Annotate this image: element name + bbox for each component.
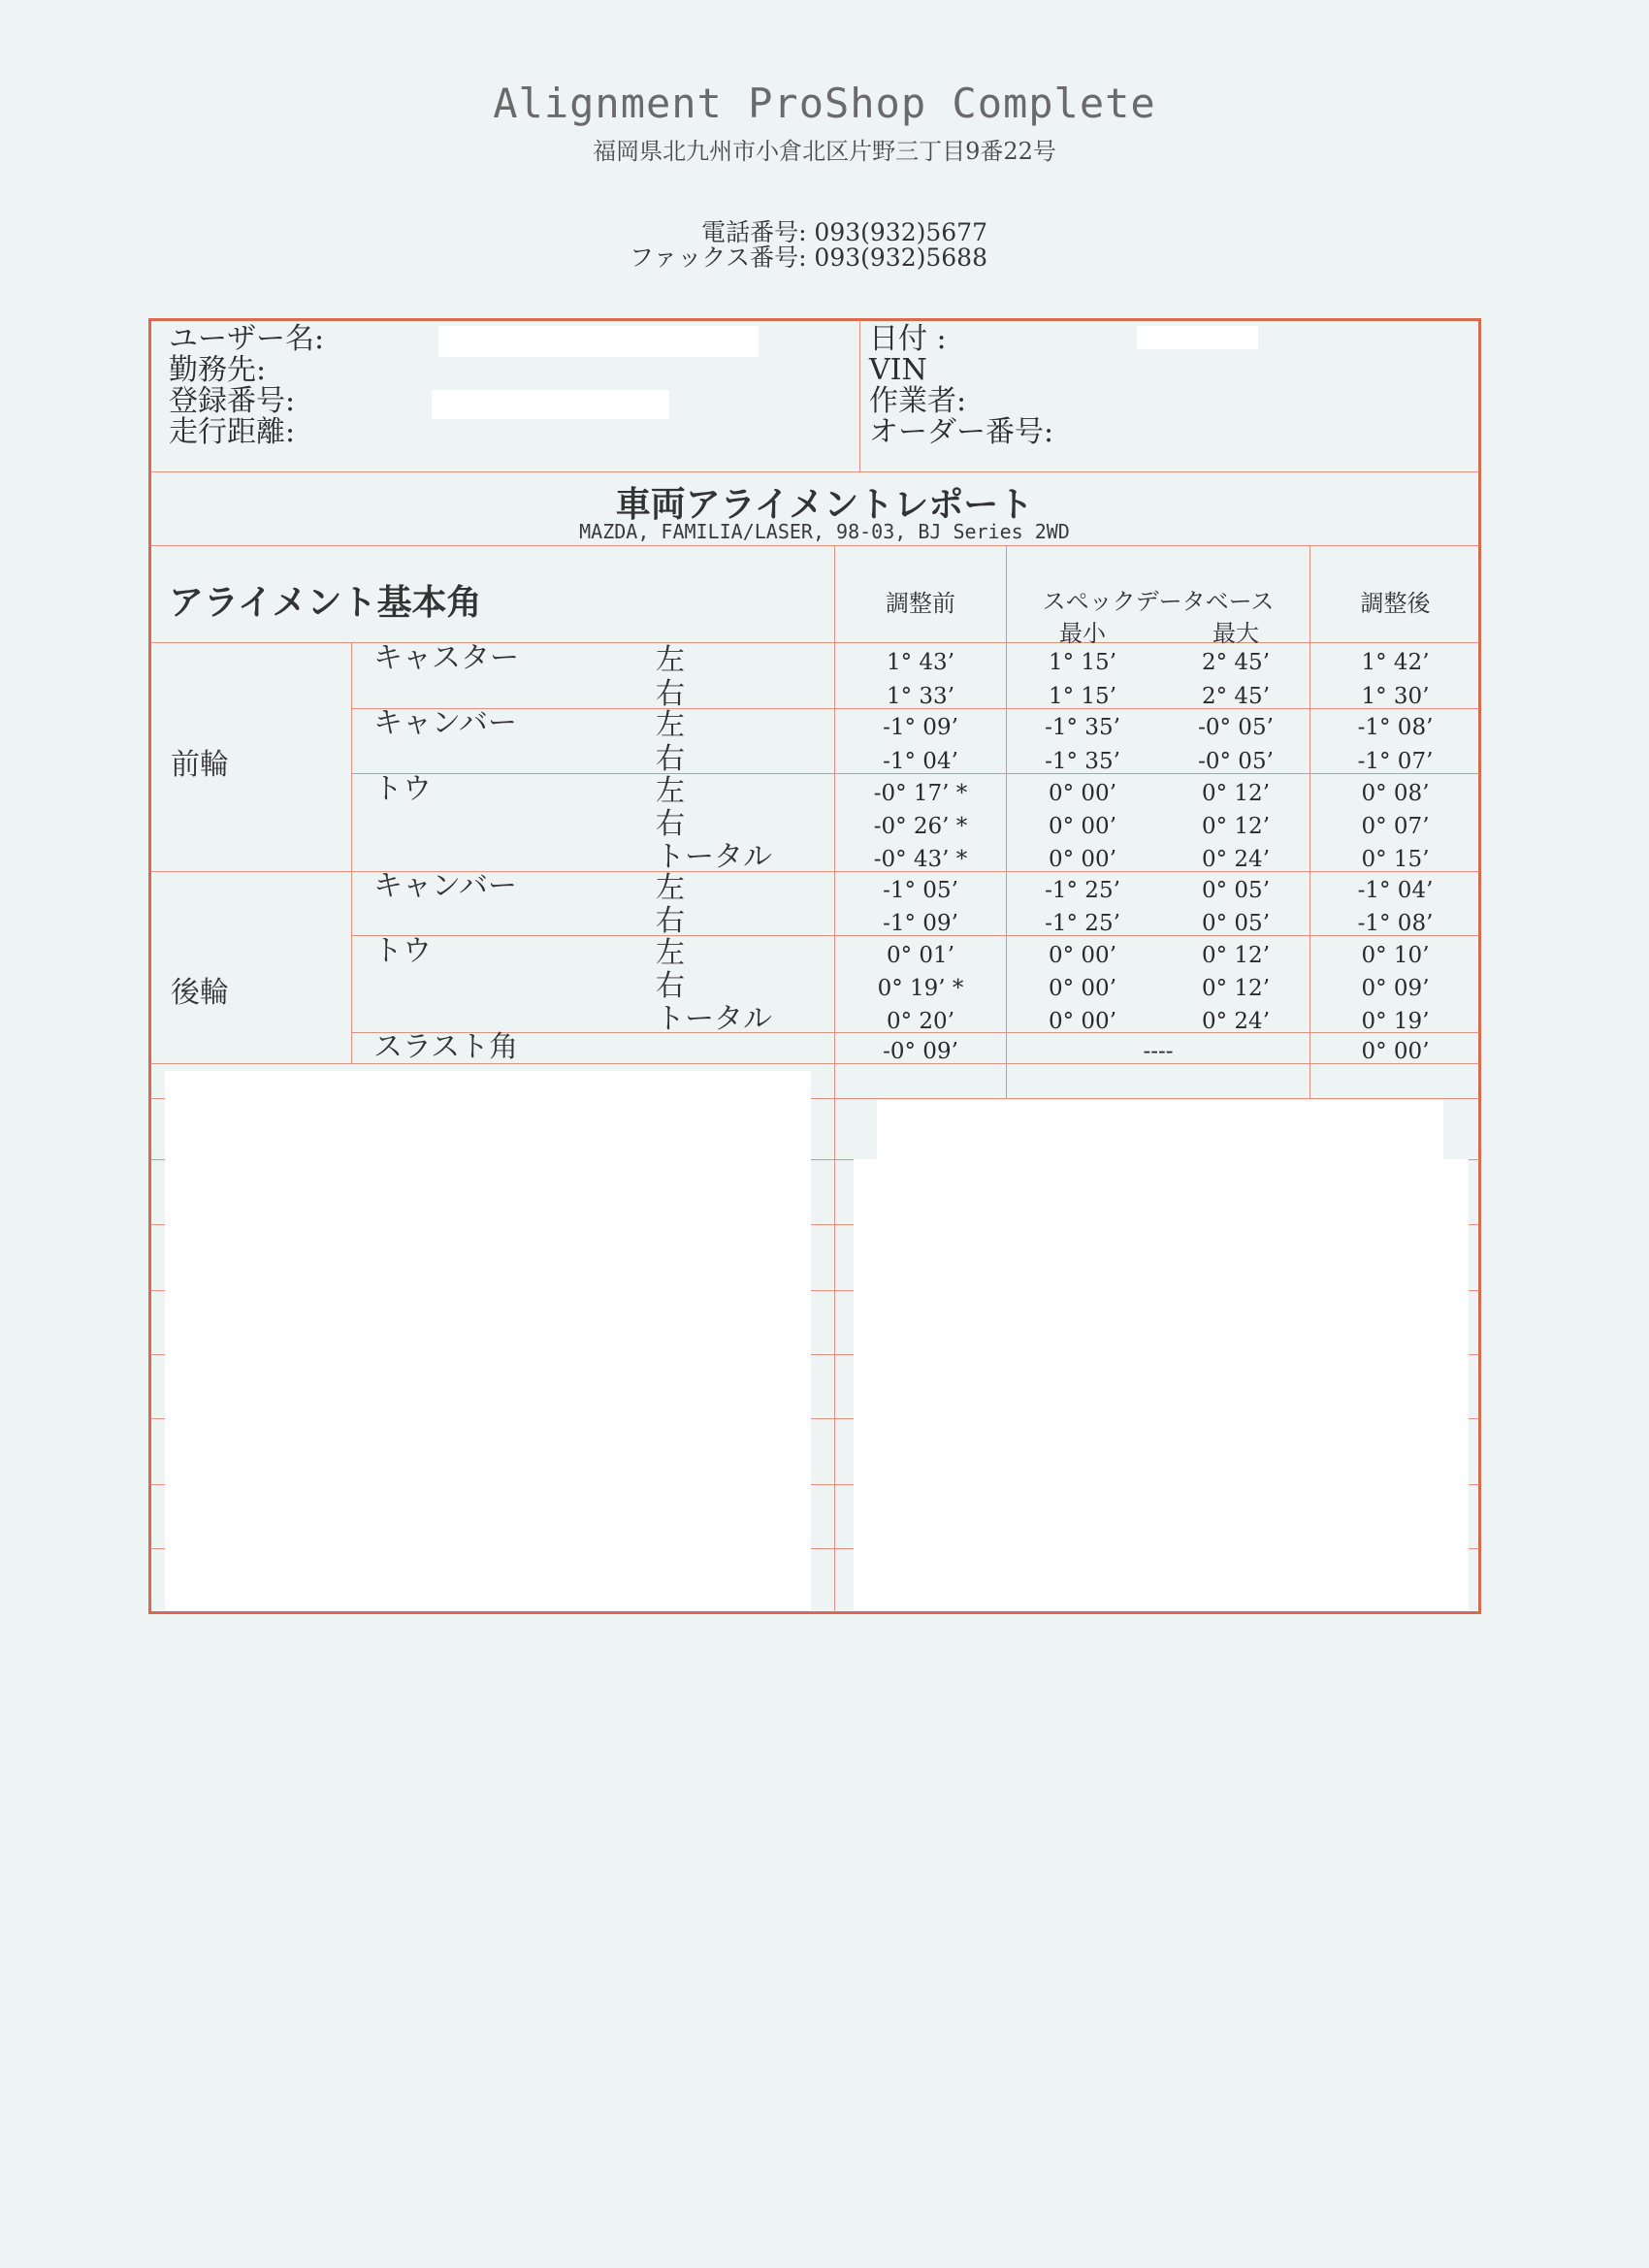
order-number-label: オーダー番号: — [869, 415, 1054, 449]
divider — [834, 545, 835, 1612]
value-spec-max: -0° 05’ — [1198, 715, 1274, 740]
company-name: Alignment ProShop Complete — [493, 80, 1156, 127]
value-spec-max: 0° 12’ — [1201, 943, 1271, 968]
value-spec-max: 2° 45’ — [1201, 684, 1271, 709]
mileage-label: 走行距離: — [169, 415, 296, 449]
phone-number: 電話番号: 093(932)5677 — [701, 218, 987, 246]
divider — [150, 471, 1479, 472]
value-before: -1° 09’ — [883, 911, 958, 936]
employer-label: 勤務先: — [169, 353, 267, 387]
value-after: 0° 10’ — [1361, 943, 1430, 968]
row-side-label: 右 — [656, 807, 685, 841]
rear-axle-label: 後輪 — [171, 976, 229, 1010]
vin-label: VIN — [869, 353, 927, 387]
divider — [351, 642, 352, 1063]
value-after: -1° 07’ — [1357, 749, 1434, 774]
value-spec-max: 0° 05’ — [1201, 878, 1271, 903]
redaction-box — [1137, 326, 1258, 349]
row-side-label: 左 — [656, 774, 685, 808]
redaction-box — [432, 390, 669, 419]
front-axle-label: 前輪 — [171, 748, 229, 782]
value-spec-max: 0° 24’ — [1201, 847, 1271, 872]
company-address: 福岡県北九州市小倉北区片野三丁目9番22号 — [593, 138, 1056, 165]
value-before: -0° 17’ * — [873, 781, 968, 806]
column-max: 最大 — [1212, 620, 1259, 647]
row-side-label: 右 — [656, 904, 685, 938]
value-after: 1° 42’ — [1361, 650, 1430, 675]
value-spec-min: 0° 00’ — [1048, 1009, 1117, 1034]
row-item-name: キャンバー — [373, 869, 517, 903]
fax-number: ファックス番号: 093(932)5688 — [629, 243, 987, 272]
value-spec-min: -1° 35’ — [1045, 749, 1120, 774]
vehicle-description: MAZDA, FAMILIA/LASER, 98-03, BJ Series 2WD — [579, 520, 1070, 543]
value-spec-max: 0° 05’ — [1201, 911, 1271, 936]
value-after: 0° 00’ — [1361, 1039, 1430, 1064]
row-side-label: 左 — [656, 871, 685, 905]
value-spec-min: 0° 00’ — [1048, 847, 1117, 872]
value-spec-min: 0° 00’ — [1048, 814, 1117, 839]
row-side-label: 右 — [656, 742, 685, 776]
value-before: -1° 05’ — [883, 878, 958, 903]
value-spec: ---- — [1143, 1039, 1174, 1064]
row-side-label: 右 — [656, 969, 685, 1003]
value-after: 0° 08’ — [1361, 781, 1430, 806]
redaction-box — [438, 326, 759, 357]
value-after: -1° 08’ — [1357, 715, 1434, 740]
value-spec-min: -1° 25’ — [1045, 911, 1120, 936]
row-side-label: 左 — [656, 643, 685, 677]
redaction-box — [854, 1159, 1469, 1610]
value-after: 0° 15’ — [1361, 847, 1430, 872]
value-before: 1° 43’ — [886, 650, 955, 675]
value-before: 1° 33’ — [886, 684, 955, 709]
divider — [859, 320, 860, 471]
value-before: 0° 19’ * — [877, 976, 964, 1001]
value-before: -1° 09’ — [883, 715, 958, 740]
row-side-label: トータル — [656, 1002, 772, 1036]
column-min: 最小 — [1059, 620, 1106, 647]
divider — [1006, 1063, 1007, 1098]
value-after: 0° 19’ — [1361, 1009, 1430, 1034]
value-spec-min: -1° 25’ — [1045, 878, 1120, 903]
value-spec-min: 0° 00’ — [1048, 781, 1117, 806]
divider — [150, 545, 1479, 546]
value-spec-max: 0° 12’ — [1201, 781, 1271, 806]
column-spec: スペックデータベース — [1042, 588, 1275, 615]
value-spec-max: 0° 24’ — [1201, 1009, 1271, 1034]
report-title: 車両アライメントレポート — [615, 484, 1034, 525]
value-spec-max: 0° 12’ — [1201, 976, 1271, 1001]
value-spec-min: -1° 35’ — [1045, 715, 1120, 740]
value-before: -1° 04’ — [883, 749, 958, 774]
column-after: 調整後 — [1360, 590, 1431, 617]
row-item-name: スラスト角 — [373, 1030, 519, 1064]
value-after: 1° 30’ — [1361, 684, 1430, 709]
row-item-name: キャンバー — [373, 706, 517, 740]
value-after: -1° 04’ — [1357, 878, 1434, 903]
value-spec-min: 0° 00’ — [1048, 943, 1117, 968]
value-spec-min: 1° 15’ — [1048, 650, 1117, 675]
redaction-box — [165, 1071, 811, 1610]
date-label: 日付 : — [869, 322, 947, 356]
value-before: -0° 43’ * — [873, 847, 968, 872]
value-before: -0° 09’ — [883, 1039, 958, 1064]
row-item-name: トウ — [373, 772, 432, 806]
user-name-label: ユーザー名: — [169, 322, 325, 356]
row-item-name: キャスター — [373, 641, 519, 675]
value-spec-max: 0° 12’ — [1201, 814, 1271, 839]
value-before: 0° 01’ — [886, 943, 955, 968]
registration-number-label: 登録番号: — [169, 384, 296, 418]
value-after: 0° 07’ — [1361, 814, 1430, 839]
operator-label: 作業者: — [869, 384, 967, 418]
row-side-label: トータル — [656, 840, 772, 874]
value-spec-max: -0° 05’ — [1198, 749, 1274, 774]
value-spec-min: 0° 00’ — [1048, 976, 1117, 1001]
redaction-box — [877, 1100, 1443, 1162]
section-title: アライメント基本角 — [169, 582, 482, 623]
value-before: 0° 20’ — [886, 1009, 955, 1034]
value-spec-max: 2° 45’ — [1201, 650, 1271, 675]
divider — [1006, 545, 1007, 1098]
value-after: 0° 09’ — [1361, 976, 1430, 1001]
column-before: 調整前 — [886, 590, 955, 617]
row-side-label: 左 — [656, 708, 685, 742]
row-side-label: 左 — [656, 936, 685, 970]
row-item-name: トウ — [373, 934, 432, 968]
value-before: -0° 26’ * — [873, 814, 968, 839]
value-after: -1° 08’ — [1357, 911, 1434, 936]
row-side-label: 右 — [656, 677, 685, 711]
value-spec-min: 1° 15’ — [1048, 684, 1117, 709]
